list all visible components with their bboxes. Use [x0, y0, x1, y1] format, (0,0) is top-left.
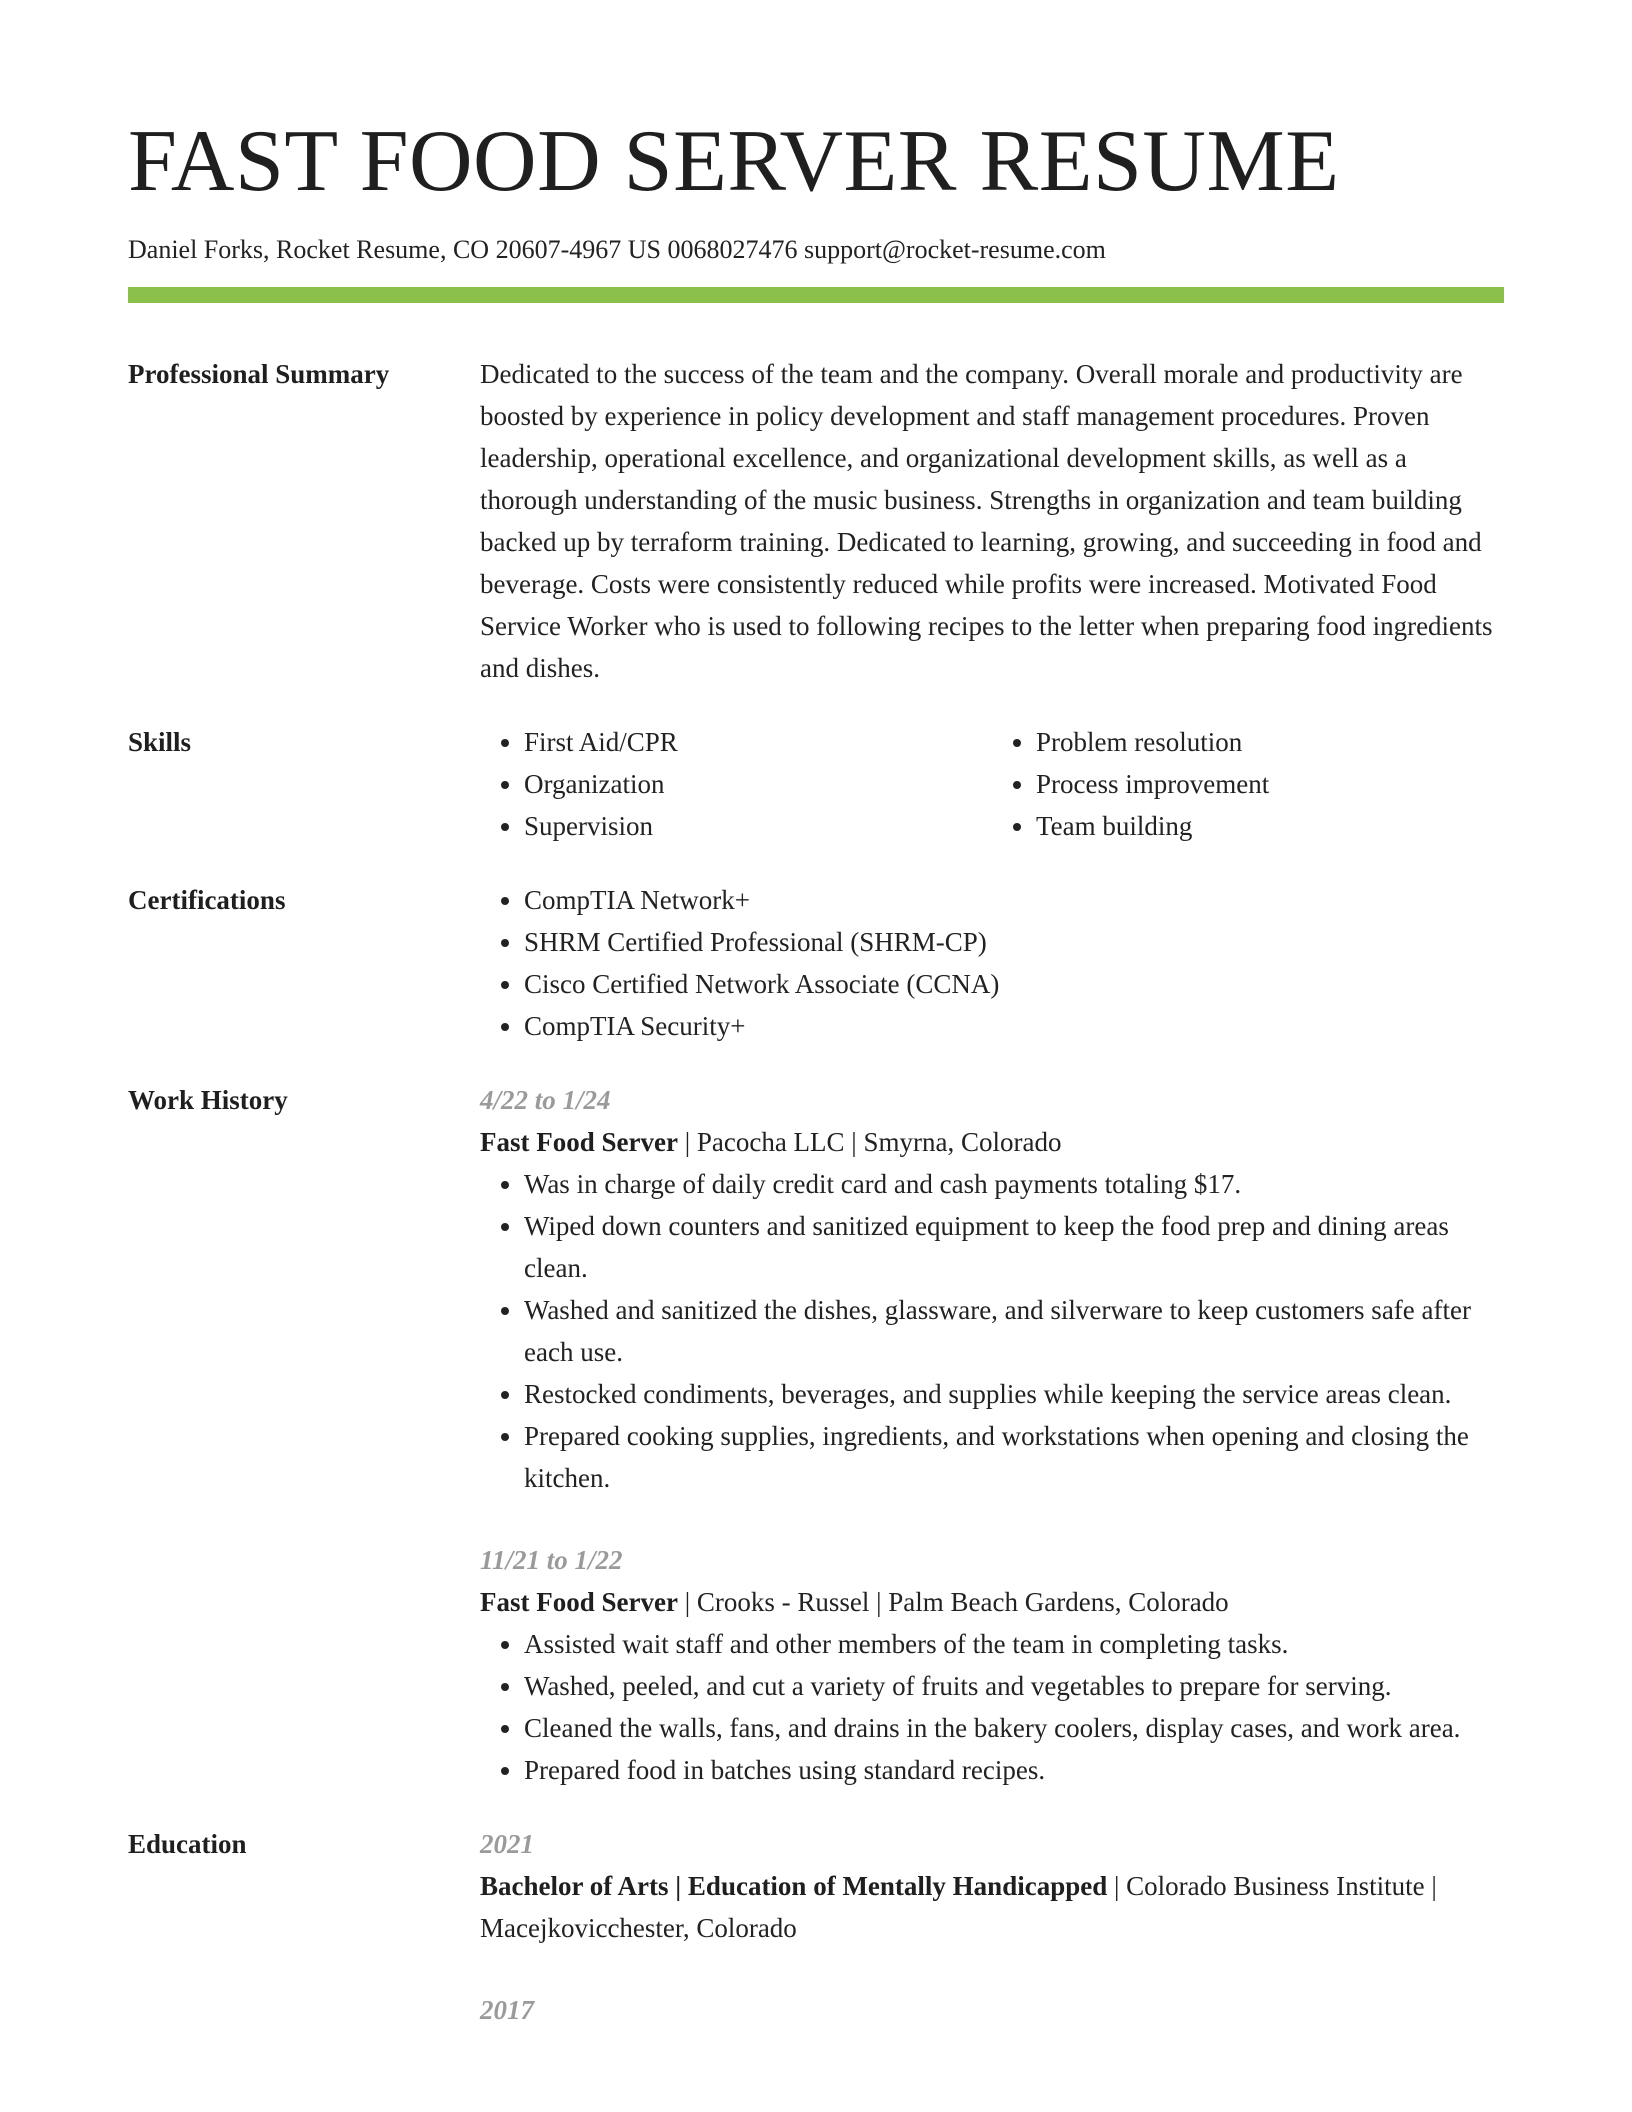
skill-item: • Problem resolution: [1036, 721, 1504, 763]
section-label-summary: Professional Summary: [128, 359, 390, 390]
job-duty: • Prepared cooking supplies, ingredients, and workstations when opening and closing the kitchen.: [524, 1415, 1504, 1499]
certification-item: • Cisco Certified Network Associate (CCNA): [524, 963, 1504, 1005]
certification-item: • SHRM Certified Professional (SHRM-CP): [524, 921, 1504, 963]
certifications-list: [480, 879, 1504, 1047]
job-entry: [480, 1539, 1504, 1791]
education-section: [128, 1823, 1504, 2031]
job-heading: [480, 1121, 1504, 1163]
skill-item: • Process improvement: [1036, 763, 1504, 805]
certifications-body: [480, 879, 1504, 1047]
job-title: Fast Food Server: [480, 1587, 678, 1618]
job-duties-list: [480, 1163, 1504, 1499]
skills-column-1: [480, 721, 992, 847]
section-label-work-history: Work History: [128, 1085, 288, 1116]
job-details: | Crooks - Russel | Palm Beach Gardens, Colorado: [677, 1587, 1229, 1618]
job-dates: 11/21 to 1/22: [480, 1545, 623, 1576]
job-heading: [480, 1581, 1504, 1623]
job-duties-list: [480, 1623, 1504, 1791]
education-heading: [480, 1865, 1504, 1949]
job-details: | Pacocha LLC | Smyrna, Colorado: [677, 1127, 1062, 1158]
job-duty: • Restocked condiments, beverages, and supplies while keeping the service areas clean.: [524, 1373, 1504, 1415]
skills-section: [128, 721, 1504, 847]
education-body: [480, 1823, 1504, 2031]
education-year: 2017: [480, 1995, 534, 2026]
skill-item: • Supervision: [524, 805, 992, 847]
skill-item: • Team building: [1036, 805, 1504, 847]
section-label-education: Education: [128, 1829, 247, 1860]
section-label-certifications: Certifications: [128, 885, 286, 916]
education-degree: Bachelor of Arts | Education of Mentally Handicapped: [480, 1871, 1108, 1902]
job-dates: 4/22 to 1/24: [480, 1085, 611, 1116]
job-duty: • Prepared food in batches using standard recipes.: [524, 1749, 1504, 1791]
job-duty: • Cleaned the walls, fans, and drains in the bakery coolers, display cases, and work area.: [524, 1707, 1504, 1749]
job-title: Fast Food Server: [480, 1127, 678, 1158]
summary-text: Dedicated to the success of the team and the company. Overall morale and productivity are boosted by experience in policy development and staff management procedures. Proven leadership, operational excellence, and organizational development skills, as well as a thorough understanding of the music business. Strengths in organization and team building backed up by terraform training. Dedicated to learning, growing, and succeeding in food and beverage. Costs were consistently reduced while profits were increased. Motivated Food Service Worker who is used to following recipes to the letter when preparing food ingredients and dishes.: [480, 359, 1493, 684]
job-duty: • Was in charge of daily credit card and cash payments totaling $17.: [524, 1163, 1504, 1205]
skills-column-2: [992, 721, 1504, 847]
accent-divider: [128, 287, 1504, 303]
education-entry: [480, 1823, 1504, 1949]
certification-item: • CompTIA Network+: [524, 879, 1504, 921]
skill-item: • Organization: [524, 763, 992, 805]
job-duty: • Washed and sanitized the dishes, glassware, and silverware to keep customers safe after each use.: [524, 1289, 1504, 1373]
job-entry: [480, 1079, 1504, 1499]
certifications-section: [128, 879, 1504, 1047]
work-history-body: [480, 1079, 1504, 1791]
job-duty: • Washed, peeled, and cut a variety of fruits and vegetables to prepare for serving.: [524, 1665, 1504, 1707]
education-year: 2021: [480, 1829, 534, 1860]
summary-section: [128, 353, 1504, 689]
skills-grid: [480, 721, 1504, 847]
job-duty: • Assisted wait staff and other members of the team in completing tasks.: [524, 1623, 1504, 1665]
section-label-skills: Skills: [128, 727, 192, 758]
education-entry: [480, 1989, 1504, 2031]
work-history-section: [128, 1079, 1504, 1791]
education-details: | Colorado Business Institute | Macejkovicchester, Colorado: [480, 1871, 1437, 1944]
contact-line: Daniel Forks, Rocket Resume, CO 20607-4967 US 0068027476 support@rocket-resume.com: [128, 235, 1106, 264]
skill-item: • First Aid/CPR: [524, 721, 992, 763]
certification-item: • CompTIA Security+: [524, 1005, 1504, 1047]
job-duty: • Wiped down counters and sanitized equipment to keep the food prep and dining areas clean.: [524, 1205, 1504, 1289]
skills-body: [480, 721, 1504, 847]
resume-title: FAST FOOD SERVER RESUME: [128, 113, 1340, 210]
